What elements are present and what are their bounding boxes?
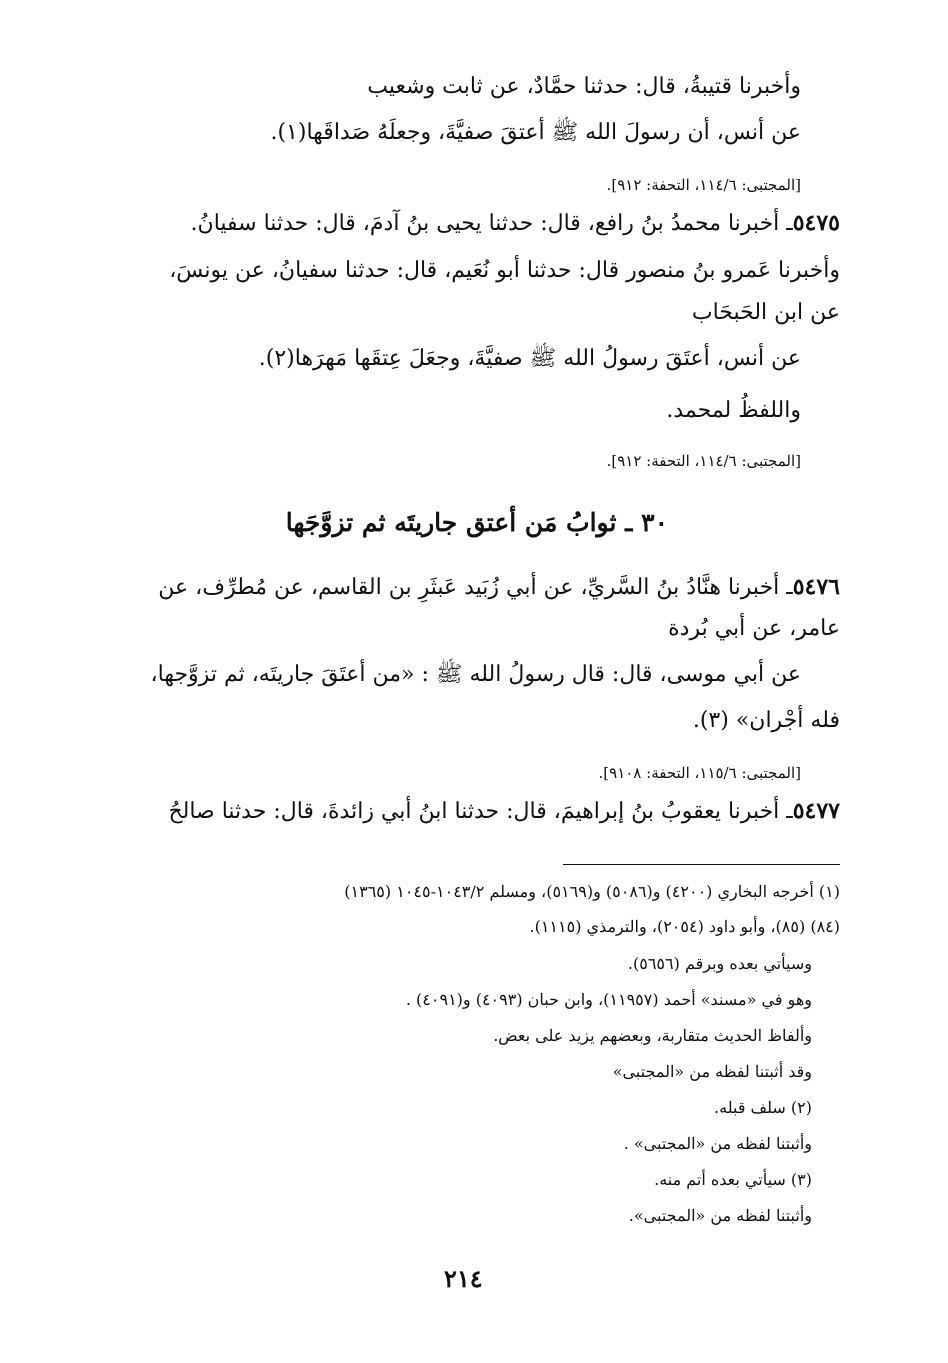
text-line: وأخبرنا عَمرو بنُ منصور قال: حدثنا أبو نُعَيم، قال: حدثنا سفيانُ، عن يونسَ، bbox=[169, 258, 840, 283]
hadith-text: ـ أخبرنا يعقوبُ بنُ إبراهيمَ، قال: حدثنا ابنُ أبي زائدةَ، قال: حدثنا صالحُ bbox=[168, 799, 793, 824]
hadith-text: ـ أخبرنا هنَّادُ بنُ السَّريِّ، عن أبي زُبَيد عَبثَرِ بن القاسم، عن مُطرِّف، عن bbox=[158, 575, 793, 600]
hadith-number: ٥٤٧٥ bbox=[792, 210, 840, 236]
page-number: ٢١٤ bbox=[444, 1264, 483, 1293]
footnote-line: وهو في «مسند» أحمد (١١٩٥٧)، وابن حبان (٤٠٩٣) و(٤٠٩١) . bbox=[405, 990, 812, 1009]
hadith-number: ٥٤٧٦ bbox=[792, 574, 840, 600]
text-line: عامر، عن أبي بُردة bbox=[668, 616, 840, 641]
text-line: فله أجْران» (٣). bbox=[692, 708, 840, 733]
footnote-line: (٣) سيأتي بعده أتم منه. bbox=[654, 1170, 812, 1189]
footnote-line: وأثبتنا لفظه من «المجتبى» . bbox=[623, 1134, 812, 1153]
reference-line: [المجتبى: ١١٤/٦، التحفة: ٩١٢]. bbox=[606, 452, 801, 470]
text-line: وأخبرنا قتيبةُ، قال: حدثنا حمَّادٌ، عن ثابت وشعيب bbox=[367, 74, 801, 99]
text-line: عن أبي موسى، قال: قال رسولُ الله ﷺ : «من أعتَقَ جاريتَه، ثم تزوَّجها، bbox=[150, 662, 801, 687]
footnote-line: (١) أخرجه البخاري (٤٢٠٠) و(٥٠٨٦) و(٥١٦٩)، ومسلم ١٠٤٣/٢-١٠٤٥ (١٣٦٥) bbox=[344, 882, 840, 901]
text-line: عن أنس، أن رسولَ الله ﷺ أعتقَ صفيَّةَ، وجعلَهُ صَداقَها(١). bbox=[270, 120, 801, 145]
reference-line: [المجتبى: ١١٤/٦، التحفة: ٩١٢]. bbox=[606, 176, 801, 194]
footnote-line: (٨٤) (٨٥)، وأبو داود (٢٠٥٤)، والترمذي (١١١٥). bbox=[529, 917, 840, 936]
chapter-heading: ٣٠ ـ ثوابُ مَن أعتق جاريتَه ثم تزوَّجَها bbox=[285, 508, 668, 537]
hadith-number: ٥٤٧٧ bbox=[792, 798, 840, 824]
text-line: واللفظُ لمحمد. bbox=[666, 398, 801, 423]
footnote-line: (٢) سلف قبله. bbox=[714, 1098, 812, 1117]
hadith-5477 bbox=[168, 796, 840, 827]
hadith-text: ـ أخبرنا محمدُ بنُ رافع، قال: حدثنا يحيى بنُ آدمَ، قال: حدثنا سفيانُ. bbox=[190, 211, 793, 236]
text-line: عن ابن الحَبحَاب bbox=[691, 300, 840, 325]
footnote-line: وسيأتي بعده وبرقم (٥٦٥٦). bbox=[627, 954, 812, 973]
footnote-separator bbox=[563, 864, 840, 865]
footnote-line: وألفاظ الحديث متقاربة، وبعضهم يزيد على بعض. bbox=[493, 1026, 812, 1045]
text-line: عن أنس، أعتَقَ رسولُ الله ﷺ صفيَّةَ، وجعَلَ عِتقَها مَهرَها(٢). bbox=[258, 346, 801, 371]
footnote-line: وقد أثبتنا لفظه من «المجتبى» bbox=[612, 1062, 812, 1081]
hadith-5476 bbox=[158, 572, 840, 603]
hadith-5475 bbox=[191, 208, 840, 239]
reference-line: [المجتبى: ١١٥/٦، التحفة: ٩١٠٨]. bbox=[598, 764, 801, 782]
footnote-line: وأثبتنا لفظه من «المجتبى». bbox=[628, 1206, 812, 1225]
